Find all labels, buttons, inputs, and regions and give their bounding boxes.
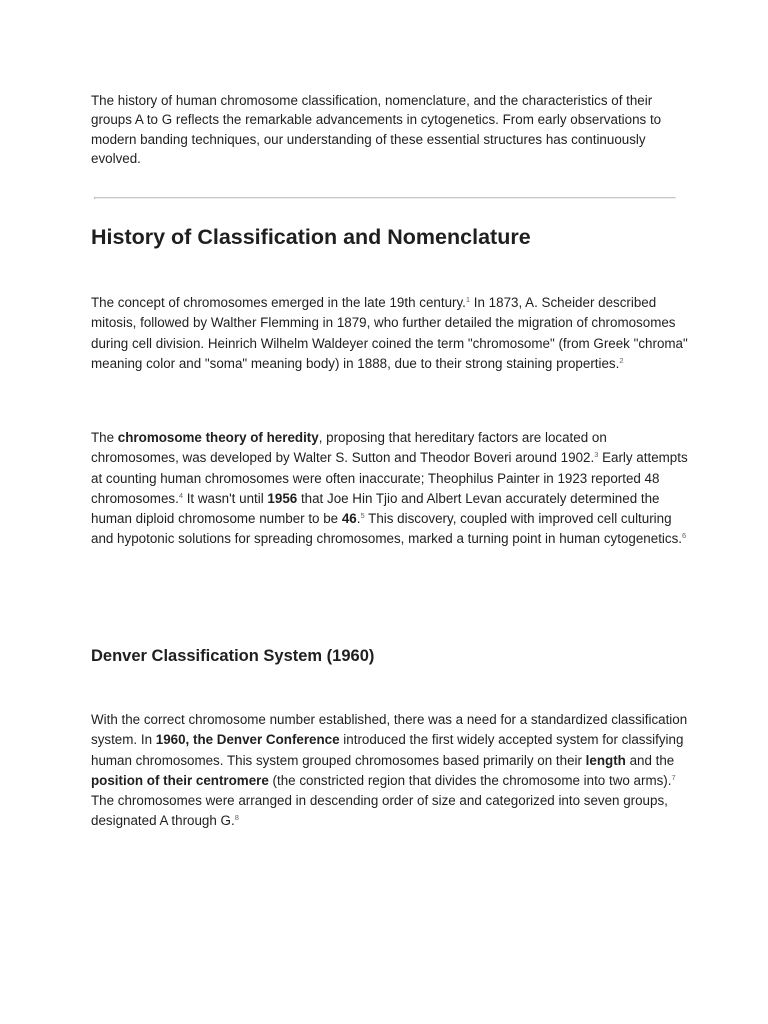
text-run: The chromosomes were arranged in descending order of size and categorized into seven groups, designated A through G.	[91, 793, 668, 829]
text-run: With the correct chromosome number established, there was a need for a standardized classification system. In	[91, 712, 688, 748]
footnote-ref-8[interactable]: 8	[234, 813, 239, 823]
footnote-ref-5[interactable]: 5	[360, 511, 365, 521]
footnote-ref-7[interactable]: 7	[671, 772, 676, 782]
text-run: (the constricted region that divides the chromosome into two arms).	[268, 772, 672, 788]
footnote-ref-1[interactable]: 1	[465, 295, 471, 304]
footnote-ref-4[interactable]: 4	[178, 490, 183, 500]
bold-term: 1956	[267, 490, 298, 506]
denver-heading: Denver Classification System (1960)	[91, 647, 375, 665]
bold-term: 1960, the Denver Conference	[155, 732, 340, 748]
text-run: The	[91, 430, 118, 445]
history-heading: History of Classification and Nomenclature	[91, 225, 531, 249]
text-run: , proposing that hereditary factors are located on chromosomes, was developed by Walter S. Sutton and Theodor Boveri around 1902.	[91, 430, 607, 466]
history-paragraph-1	[91, 293, 691, 374]
text-run: .	[356, 511, 361, 527]
section-divider	[94, 197, 676, 199]
bold-term: position of their centromere	[91, 772, 269, 788]
text-run: It wasn't until	[182, 490, 268, 506]
history-paragraph-2	[91, 428, 691, 550]
bold-term: chromosome theory of heredity	[117, 430, 319, 445]
text-run: introduced the first widely accepted system for classifying human chromosomes. This system grouped chromosomes based primarily on their	[91, 732, 684, 768]
denver-paragraph	[91, 710, 691, 832]
bold-term: length	[585, 752, 626, 768]
text-run: In 1873, A. Scheider described mitosis, followed by Walther Flemming in 1879, who further detailed the migration of chromosomes during cell division. Heinrich Wilhelm Waldeyer coined the term "chromosome" (from Greek "chroma" meaning color and "soma" meaning body) in 1888, due to their strong staining properties.	[91, 295, 688, 371]
text-run: This discovery, coupled with improved cell culturing and hypotonic solutions for spreading chromosomes, marked a turning point in human cytogenetics.	[91, 511, 683, 547]
text-run: and the	[625, 752, 675, 768]
intro-paragraph: The history of human chromosome classification, nomenclature, and the characteristics of their groups A to G reflects the remarkable advancements in cytogenetics. From early observations to modern banding techniques, our understanding of these essential structures has continuously evolved.	[91, 93, 662, 166]
bold-term: 46	[341, 511, 357, 527]
footnote-ref-3[interactable]: 3	[594, 450, 599, 460]
footnote-ref-6[interactable]: 6	[682, 531, 687, 541]
footnote-ref-2[interactable]: 2	[619, 355, 624, 365]
text-run: The concept of chromosomes emerged in the late 19th century.	[91, 295, 466, 310]
text-run: Early attempts at counting human chromosomes were often inaccurate; Theophilus Painter in 1923 reported 48 chromosomes.	[91, 450, 688, 506]
text-run: that Joe Hin Tjio and Albert Levan accurately determined the human diploid chromosome number to be	[91, 490, 660, 527]
